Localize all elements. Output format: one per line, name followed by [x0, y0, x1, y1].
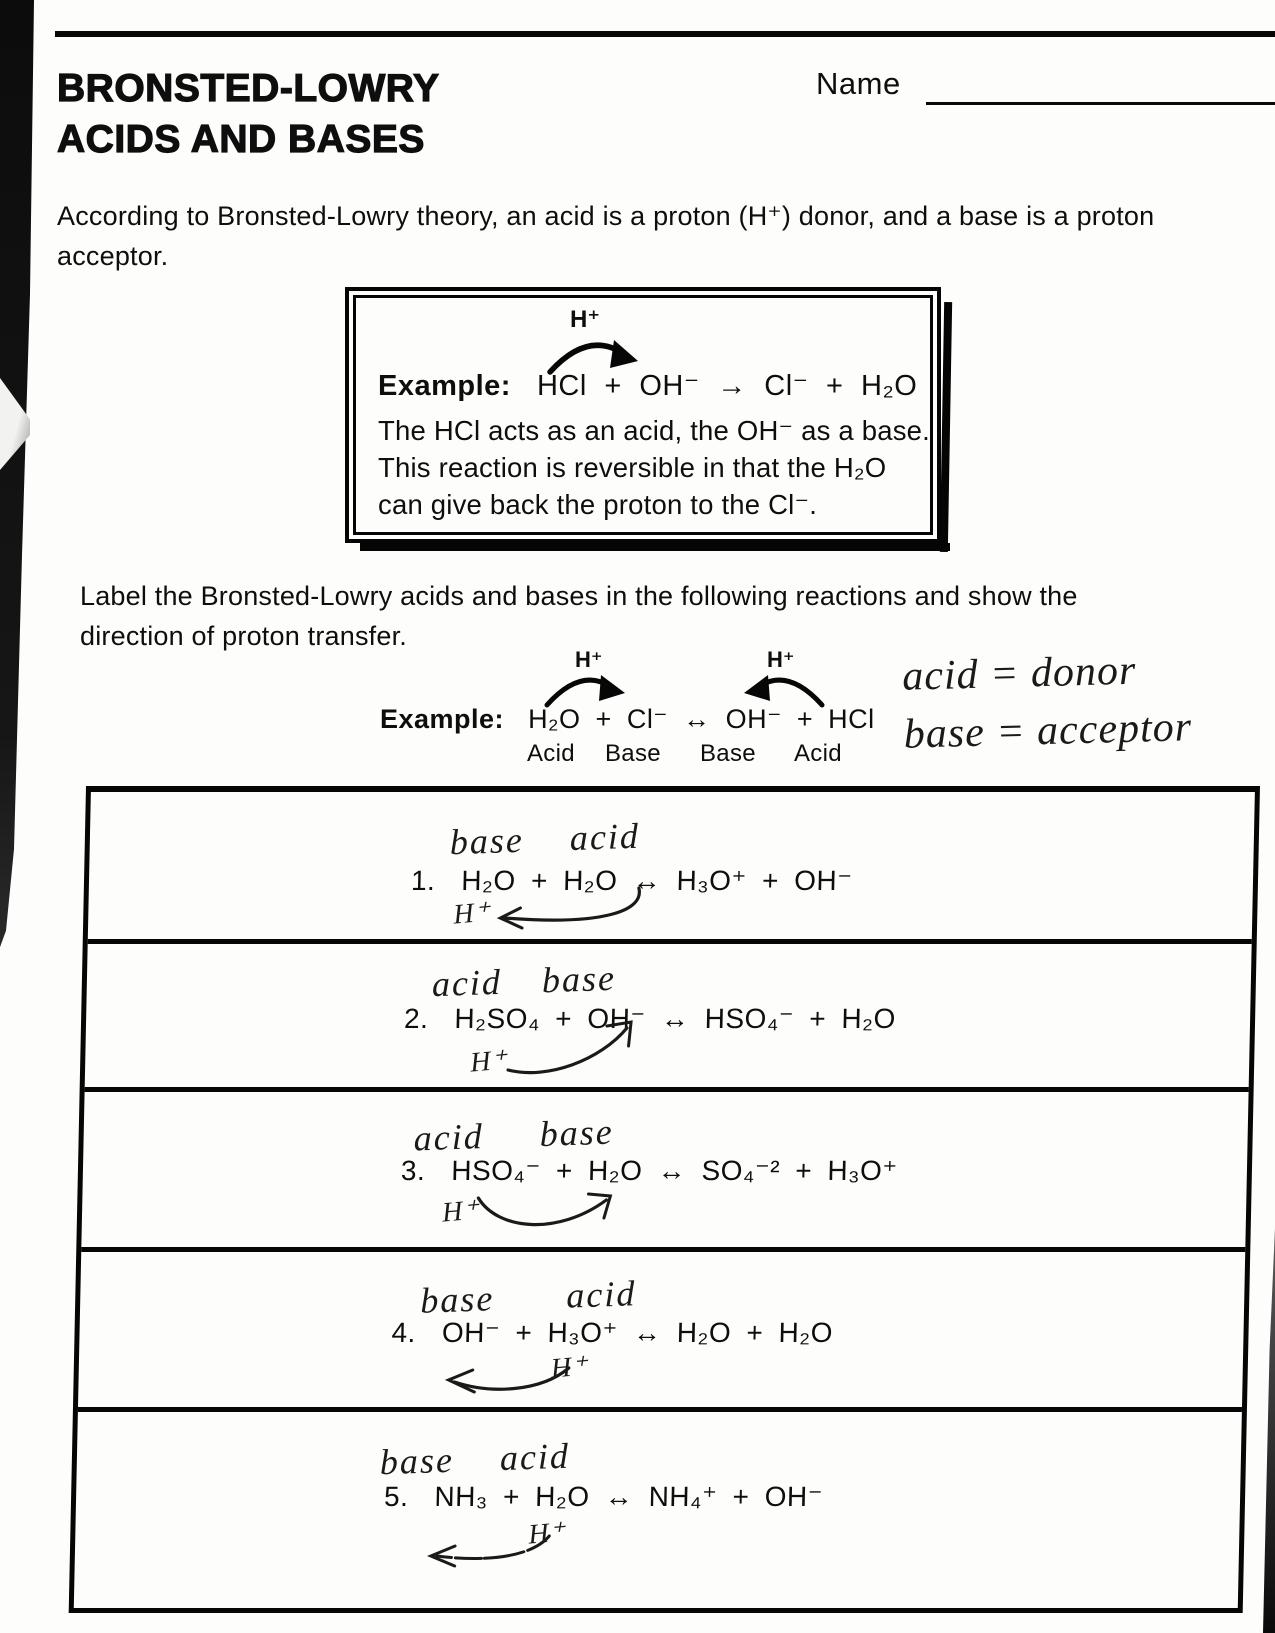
annotation-left: base: [449, 819, 525, 863]
scan-edge-artifact-left: [0, 0, 42, 1633]
handwritten-proton-label: H⁺: [527, 1516, 567, 1551]
proton-label-right: H⁺: [767, 647, 795, 672]
page-title-line1: BRONSTED-LOWRY: [57, 67, 440, 110]
problem-equation-line: [401, 1154, 898, 1187]
annotation-right: acid: [569, 815, 641, 859]
annotation-right: base: [539, 1111, 614, 1155]
acid-base-label: Base: [605, 740, 661, 767]
example2-equation: H₂O + Cl⁻ ↔ OH⁻ + HCl: [528, 704, 875, 734]
example2-equation-line: [380, 704, 875, 735]
handwritten-annotation: [420, 1272, 637, 1322]
name-blank-line: [926, 102, 1275, 105]
instructions-line2: direction of proton transfer.: [80, 621, 407, 651]
handwritten-note-acid: acid = donor: [901, 647, 1137, 700]
problem-equation: HSO₄⁻ + H₂O ↔ SO₄⁻² + H₃O⁺: [450, 1155, 898, 1186]
problem-equation-line: [384, 1480, 824, 1513]
annotation-right: acid: [499, 1435, 571, 1479]
annotation-right: base: [541, 957, 617, 1001]
problem-equation: H₂O + H₂O ↔ H₃O⁺ + OH⁻: [461, 865, 853, 896]
example-equation-line: [378, 368, 917, 403]
problem-number: 2.: [403, 1003, 429, 1034]
example2-label: Example:: [380, 704, 505, 734]
example-box-shadow-right: [940, 302, 952, 552]
handwritten-proton-label: H⁺: [469, 1044, 509, 1079]
problem-number: 3.: [400, 1155, 426, 1186]
hand-arrow-left-icon: [486, 884, 652, 939]
handwritten-proton-label: H⁺: [441, 1194, 481, 1229]
problem-number: 4.: [391, 1317, 417, 1348]
annotation-left: base: [420, 1278, 495, 1321]
top-rule: [55, 31, 1275, 37]
handwritten-notes: [902, 640, 1193, 764]
problem-equation: H₂SO₄ + OH⁻ ↔ HSO₄⁻ + H₂O: [454, 1003, 897, 1034]
intro-line1: According to Bronsted-Lowry theory, an acid is a proton (H⁺) donor, and a base is a proton: [57, 201, 1155, 231]
acid-base-label: Acid: [794, 740, 842, 767]
scan-edge-artifact-right: [1263, 1228, 1275, 1633]
name-label: Name: [816, 66, 901, 101]
hand-arrow-up-right-icon: [500, 1016, 646, 1078]
problem-number: 1.: [410, 865, 436, 896]
annotation-left: acid: [413, 1116, 484, 1159]
handwritten-proton-label: H⁺: [549, 1350, 589, 1385]
proton-label-left: H⁺: [575, 647, 603, 672]
example-caption-line3: can give back the proton to the Cl⁻.: [378, 489, 818, 520]
hand-arrow-up-right-icon: [467, 1186, 623, 1244]
example-equation: HCl + OH⁻ → Cl⁻ + H₂O: [536, 370, 918, 402]
acid-base-label: Acid: [527, 740, 575, 767]
intro-paragraph: [57, 196, 1154, 276]
proton-label: H⁺: [570, 306, 600, 333]
problem-row-5: [74, 1412, 1242, 1597]
example-caption-line2: This reaction is reversible in that the H₂O: [378, 452, 887, 483]
problem-row-4: [78, 1252, 1245, 1412]
problem-row-1: [88, 792, 1255, 944]
handwritten-annotation: [380, 1435, 571, 1484]
handwritten-note-base: base = acceptor: [903, 704, 1193, 758]
annotation-left: base: [379, 1439, 455, 1483]
instructions: [80, 576, 1078, 656]
annotation-left: acid: [431, 961, 503, 1005]
example-caption: [378, 412, 930, 523]
problem-equation: OH⁻ + H₃O⁺ ↔ H₂O + H₂O: [441, 1317, 834, 1348]
problem-equation-line: [391, 1316, 833, 1349]
problems-table: [69, 786, 1260, 1613]
problem-row-2: [85, 944, 1252, 1092]
annotation-right: acid: [566, 1273, 637, 1316]
handwritten-annotation: [432, 957, 617, 1005]
hand-arrow-left-icon: [423, 1528, 559, 1570]
example-box-shadow-bottom: [360, 543, 950, 551]
handwritten-proton-label: H⁺: [452, 896, 492, 931]
example-caption-line1: The HCl acts as an acid, the OH⁻ as a base.: [378, 415, 930, 446]
problem-equation-line: [404, 1002, 896, 1035]
acid-base-label: Base: [700, 740, 756, 767]
problem-row-3: [81, 1092, 1248, 1252]
problem-equation: NH₃ + H₂O ↔ NH₄⁺ + OH⁻: [434, 1481, 824, 1512]
handwritten-annotation: [413, 1111, 614, 1160]
page-title: [57, 64, 440, 165]
intro-line2: acceptor.: [57, 241, 169, 271]
problem-number: 5.: [383, 1481, 409, 1512]
page-title-line2: ACIDS AND BASES: [57, 117, 425, 161]
hand-arrow-left-icon: [440, 1358, 576, 1402]
example-label: Example:: [378, 370, 511, 402]
handwritten-annotation: [450, 815, 641, 864]
instructions-line1: Label the Bronsted-Lowry acids and bases in the following reactions and show the: [80, 581, 1078, 611]
